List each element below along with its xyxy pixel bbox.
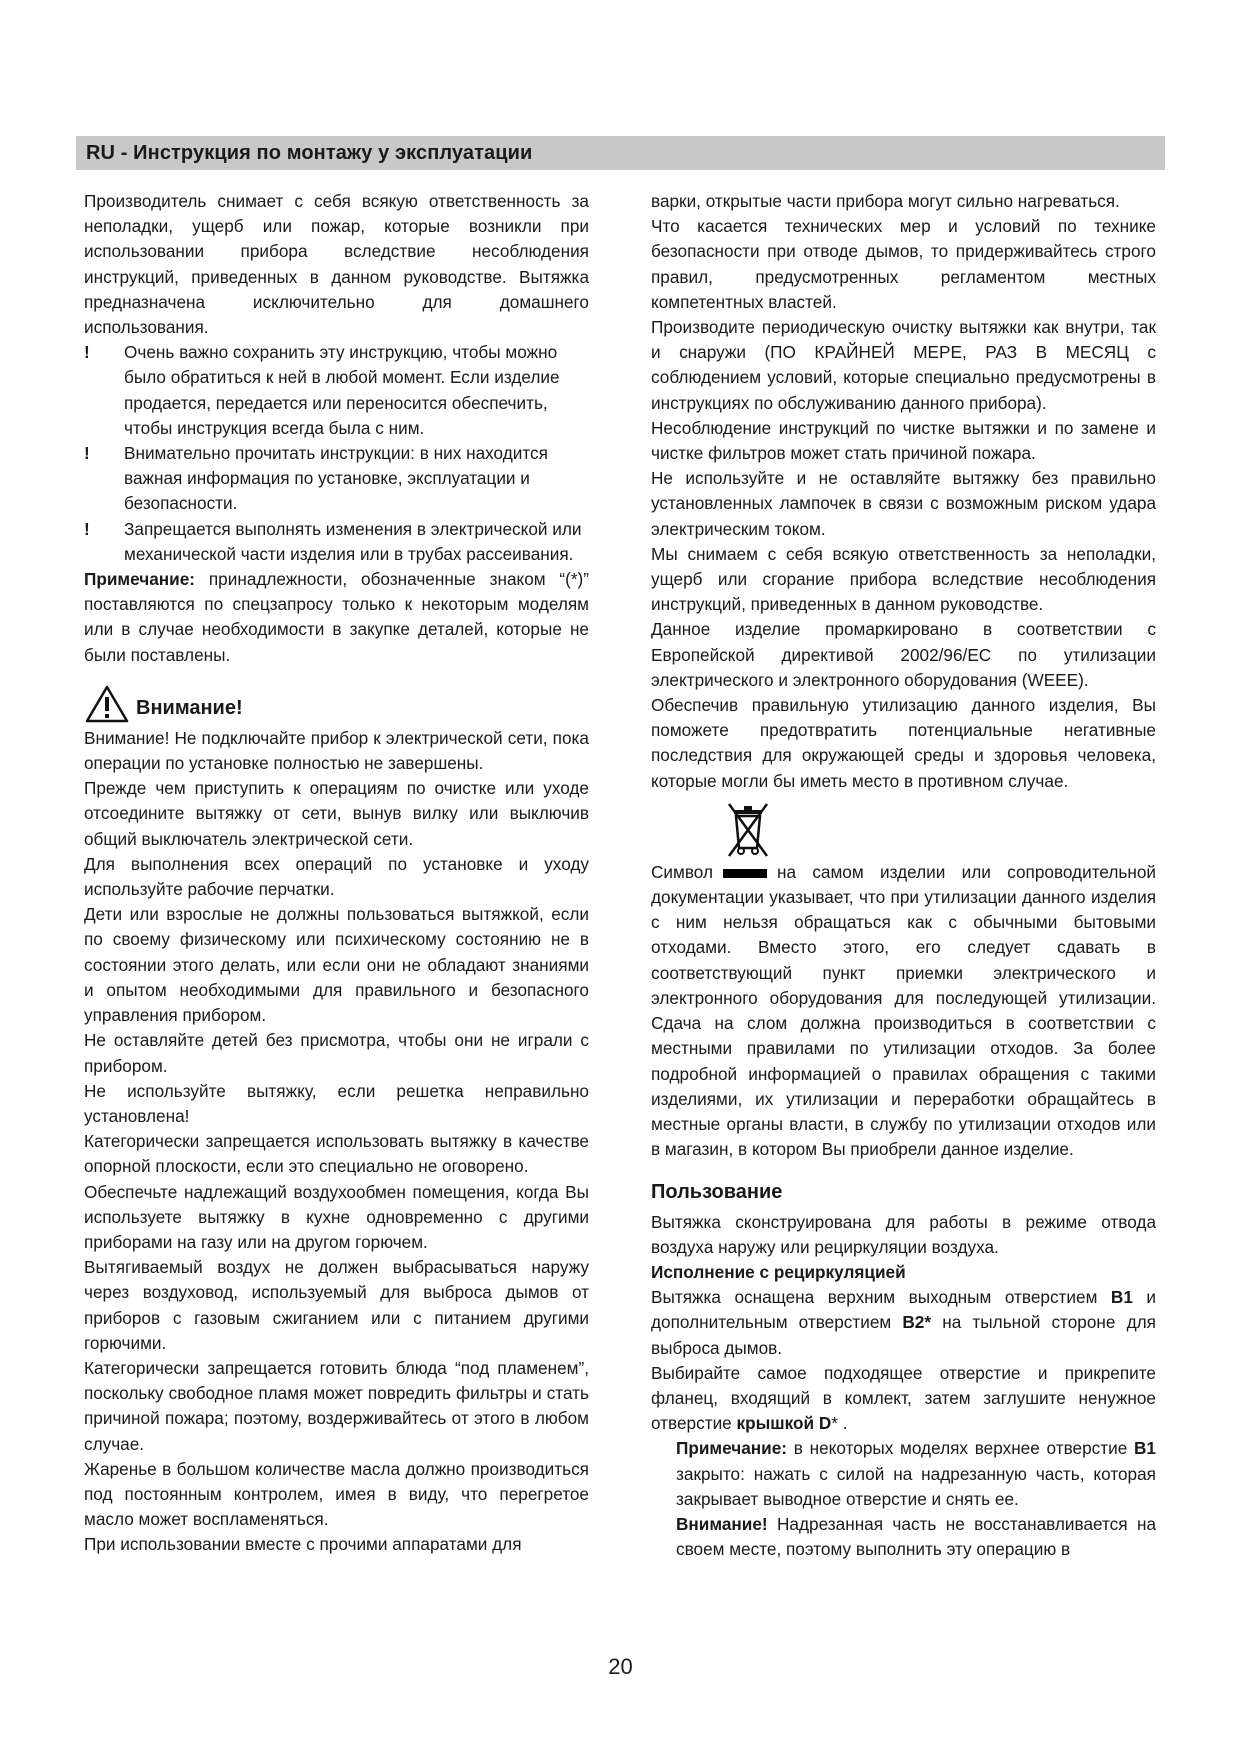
body-paragraph: Не используйте и не оставляйте вытяжку без правильно установленных лампочек в связи с возможным риском удара электрическим током.	[651, 468, 1156, 539]
left-column	[84, 189, 589, 1558]
black-bar-symbol-icon	[723, 869, 767, 878]
exclamation-icon: !	[84, 342, 90, 363]
attention-label: Внимание!	[676, 1513, 768, 1534]
bullet-item	[84, 517, 589, 567]
note-label: Примечание:	[84, 569, 196, 590]
note2-paragraph	[676, 1436, 1156, 1512]
recirculation-subheading: Исполнение с рециркуляцией	[651, 1261, 906, 1282]
exclamation-icon: !	[84, 518, 90, 539]
crossed-bin-icon	[723, 798, 773, 858]
right-column	[651, 189, 1156, 1562]
body-paragraph: Обеспечив правильную утилизацию данного изделия, Вы поможете предотвратить потенциальные негативные последствия для окружающей среды и здоровья человека, которые могли бы иметь место в противном случае.	[651, 695, 1156, 791]
weee-bin-symbol	[723, 798, 1156, 860]
label-b2: B2*	[902, 1312, 932, 1333]
label-lid-d: крышкой D	[736, 1413, 832, 1434]
text-fragment: Надрезанная часть не восстанавливается на своем месте, поэтому выполнить эту операцию в	[676, 1513, 1156, 1560]
warning-paragraph: Для выполнения всех операций по установке и уходу используйте рабочие перчатки.	[84, 853, 589, 900]
bullet-text: Внимательно прочитать инструкции: в них находится важная информация по установке, эксплуатации и безопасности.	[124, 443, 548, 514]
intro-paragraph: Производитель снимает с себя всякую ответственность за неполадки, ущерб или пожар, которые возникли при использовании прибора вследствие несоблюдения инструкций, приведенных в данном руководстве. Вытяжка предназначена исключительно для домашнего использования.	[84, 191, 589, 338]
label-b1: B1	[1134, 1438, 1156, 1459]
warning-paragraph: Внимание! Не подключайте прибор к электрической сети, пока операции по установке полностью не завершены.	[84, 727, 589, 774]
warning-paragraph: Дети или взрослые не должны пользоваться вытяжкой, если по своему физическому или психическому состоянию не в состоянии этого делать, или если они не обладают знаниями и опытом необходимыми для правильного и безопасного управления прибором.	[84, 904, 589, 1026]
warning-heading	[84, 684, 589, 724]
bullet-text: Запрещается выполнять изменения в электрической или механической части изделия или в трубах рассеивания.	[124, 518, 582, 564]
bullet-item	[84, 340, 589, 441]
attention-paragraph	[676, 1512, 1156, 1562]
usage-intro: Вытяжка сконструирована для работы в режиме отвода воздуха наружу или рециркуляции воздуха.	[651, 1211, 1156, 1257]
warning-paragraph: Обеспечьте надлежащий воздухообмен помещения, когда Вы используете вытяжку в кухне одновременно с другими приборами на газу или на другом горючем.	[84, 1181, 589, 1252]
bullet-text: Очень важно сохранить эту инструкцию, чтобы можно было обратиться к ней в любой момент. Если изделие продается, передается или переносится обеспечить, чтобы инструкция всегда была с ним.	[124, 342, 560, 438]
warning-paragraph: Категорически запрещается готовить блюда “под пламенем”, поскольку свободное пламя может повредить фильтры и стать причиной пожара; поэтому, воздерживайтесь от этого в любом случае.	[84, 1357, 589, 1454]
text-fragment: в некоторых моделях верхнее отверстие	[787, 1438, 1135, 1459]
warning-paragraph: Не используйте вытяжку, если решетка неправильно установлена!	[84, 1080, 589, 1126]
warning-paragraph: Не оставляйте детей без присмотра, чтобы они не играли с прибором.	[84, 1030, 589, 1076]
recirculation-paragraph-1	[651, 1285, 1156, 1361]
text-fragment: и дополнительным отверстием	[651, 1287, 1156, 1333]
exclamation-icon: !	[84, 443, 90, 464]
warning-paragraph: Жаренье в большом количестве масла должно производиться под постоянным контролем, имея в виду, что перегретое масло может воспламеняться.	[84, 1458, 589, 1530]
symbol-text: на самом изделии или сопроводительной документации указывает, что при утилизации данного изделия с ним нельзя обращаться как с обычными бытовыми отходами. Вместо этого, его следует сдавать в соответствующий пункт приемки электрического и электронного оборудования для последующей утилизации. Сдача на слом должна производиться в соответствии с местными правилами по утилизации отходов. За более подробной информацией о правилах обращения с такими изделиями, их утилизации и переработки обращайтесь в местные органы власти, в службу по утилизации отходов или в магазин, в котором Вы приобрели данное изделие.	[651, 861, 1156, 1160]
indented-notes	[651, 1436, 1156, 1562]
warning-paragraph: Вытягиваемый воздух не должен выбрасываться наружу через воздуховод, используемый для выброса дымов от приборов с газовым сжиганием или с питанием другими горючими.	[84, 1257, 589, 1353]
body-paragraph: Мы снимаем с себя всякую ответственность за неполадки, ущерб или сгорание прибора вследствие несоблюдения инструкций, приведенных в данном руководстве.	[651, 543, 1156, 615]
section-title: RU - Инструкция по монтажу у эксплуатации	[86, 142, 533, 164]
symbol-word: Символ	[651, 861, 713, 882]
usage-heading: Пользование	[651, 1181, 783, 1204]
text-fragment: закрыто: нажать с силой на надрезанную часть, которая закрывает выводное отверстие и снять ее.	[676, 1463, 1156, 1509]
text-fragment: * .	[831, 1413, 848, 1434]
note2-label: Примечание:	[676, 1438, 788, 1459]
body-paragraph: Что касается технических мер и условий по технике безопасности при отводе дымов, то придерживайтесь строго правил, предусмотренных регламентом местных компетентных властей.	[651, 216, 1156, 312]
label-b1: B1	[1110, 1287, 1133, 1308]
text-fragment: на тыльной стороне для выброса дымов.	[651, 1312, 1156, 1358]
body-paragraph: Данное изделие промаркировано в соответствии с Европейской директивой 2002/96/ЕС по утилизации электрического и электронного оборудования (WEEE).	[651, 619, 1156, 690]
symbol-paragraph	[651, 860, 1156, 1162]
bullet-item	[84, 441, 589, 517]
text-fragment: Вытяжка оснащена верхним выходным отверстием	[651, 1287, 1111, 1308]
text-fragment: Выбирайте самое подходящее отверстие и прикрепите фланец, входящий в комлект, затем заглушите ненужное отверстие	[651, 1362, 1156, 1434]
section-header-bar	[76, 136, 1165, 170]
body-paragraph: варки, открытые части прибора могут сильно нагреваться.	[651, 191, 1120, 211]
warning-title: Внимание!	[136, 697, 243, 720]
body-paragraph: Производите периодическую очистку вытяжки как внутри, так и снаружи (ПО КРАЙНЕЙ МЕРЕ, РАЗ В МЕСЯЦ с соблюдением условий, которые специально предусмотрены в инструкциях по обслуживанию данного прибора).	[651, 317, 1156, 413]
note-text: принадлежности, обозначенные знаком “(*)” поставляются по спецзапросу только к некоторым моделям или в случае необходимости в закупке деталей, которые не были поставлены.	[84, 569, 589, 665]
note-paragraph	[84, 567, 589, 668]
warning-triangle-icon	[84, 684, 130, 724]
recirculation-paragraph-2	[651, 1361, 1156, 1437]
page-number: 20	[608, 1654, 633, 1679]
warning-paragraph: Прежде чем приступить к операциям по очистке или уходе отсоедините вытяжку от сети, вынув вилку или выключив общий выключатель электрической сети.	[84, 778, 589, 849]
body-paragraph: Несоблюдение инструкций по чистке вытяжки и по замене и чистке фильтров может стать причиной пожара.	[651, 417, 1156, 464]
warning-paragraph: Категорически запрещается использовать вытяжку в качестве опорной плоскости, если это специально не оговорено.	[84, 1131, 589, 1177]
warning-paragraph: При использовании вместе с прочими аппаратами для	[84, 1534, 522, 1555]
